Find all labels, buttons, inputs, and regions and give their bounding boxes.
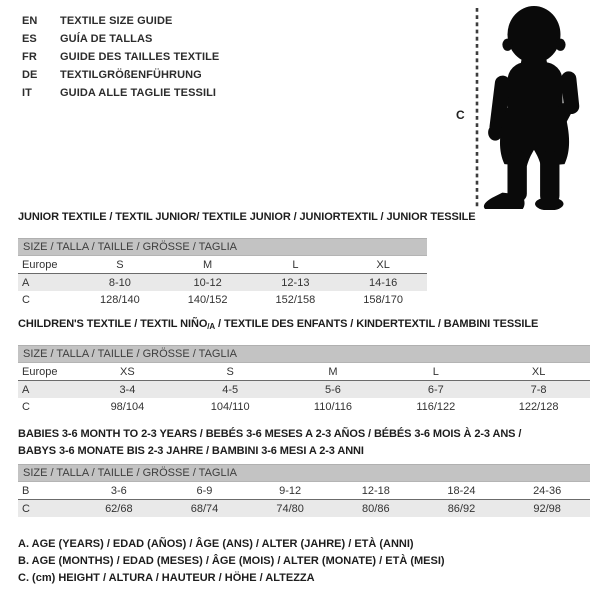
cell: 4-5	[179, 381, 282, 399]
table-row	[18, 274, 427, 292]
language-code: ES	[22, 33, 37, 45]
language-label: GUIDE DES TAILLES TEXTILE	[60, 51, 220, 63]
table-band-row	[18, 465, 590, 482]
table-row	[18, 482, 590, 500]
language-label: TEXTILE SIZE GUIDE	[60, 15, 173, 27]
cell: 24-36	[504, 482, 590, 500]
footnote-c: C. (cm) HEIGHT / ALTURA / HAUTEUR / HÖHE / ALTEZZA	[18, 572, 315, 584]
language-row	[22, 84, 219, 102]
footnotes	[18, 536, 445, 587]
cell: 116/122	[416, 400, 456, 413]
size-col: L	[252, 256, 340, 274]
toddler-silhouette-icon	[482, 4, 588, 210]
size-band-label: SIZE / TALLA / TAILLE / GRÖSSE / TAGLIA	[18, 465, 590, 482]
cell: 6-7	[384, 381, 487, 399]
children-title-part: / TEXTILE DES ENFANTS / KINDERTEXTIL / BAMBINI TESSILE	[215, 318, 539, 330]
size-band-label: SIZE / TALLA / TAILLE / GRÖSSE / TAGLIA	[18, 239, 427, 256]
language-label: GUIDA ALLE TAGLIE TESSILI	[60, 87, 217, 99]
cell: 10-12	[164, 274, 252, 292]
cell: 122/128	[518, 400, 559, 413]
row-label: C	[18, 500, 76, 518]
row-label: C	[22, 400, 30, 413]
row-label: B	[18, 482, 76, 500]
cell: 104/110	[210, 400, 250, 413]
size-col: M	[164, 256, 252, 274]
size-col: M	[282, 363, 385, 381]
size-col: XL	[487, 363, 590, 381]
table-row	[18, 381, 590, 399]
junior-section-title: JUNIOR TEXTILE / TEXTIL JUNIOR/ TEXTILE JUNIOR / JUNIORTEXTIL / JUNIOR TESSILE	[18, 211, 476, 223]
size-col: XS	[76, 363, 179, 381]
language-code: EN	[22, 15, 38, 27]
cell: 74/80	[247, 500, 333, 518]
size-col: XL	[339, 256, 427, 274]
cell: 92/98	[504, 500, 590, 518]
table-header-row	[18, 256, 427, 274]
cell: 86/92	[419, 500, 505, 518]
junior-size-table	[18, 238, 427, 308]
table-row	[18, 398, 590, 415]
cell: 3-6	[76, 482, 162, 500]
cell: 98/104	[110, 400, 145, 413]
language-row	[22, 66, 219, 84]
language-code: DE	[22, 69, 38, 81]
cell: 14-16	[339, 274, 427, 292]
region-label: Europe	[18, 363, 76, 381]
cell: 62/68	[76, 500, 162, 518]
children-title-subscript: /A	[207, 322, 216, 331]
cell: 140/152	[187, 293, 228, 306]
children-size-table	[18, 345, 590, 415]
cell: 152/158	[275, 293, 316, 306]
table-row	[18, 500, 590, 518]
language-label: TEXTILGRÖßENFÜHRUNG	[60, 69, 202, 81]
row-label: A	[18, 381, 76, 399]
size-col: S	[179, 363, 282, 381]
cell: 18-24	[419, 482, 505, 500]
children-title-part: CHILDREN'S TEXTILE / TEXTIL NIÑO	[18, 318, 208, 330]
babies-section-title	[18, 426, 521, 460]
cell: 12-18	[333, 482, 419, 500]
cell: 12-13	[252, 274, 340, 292]
size-col: S	[76, 256, 164, 274]
cell: 68/74	[162, 500, 248, 518]
language-code: IT	[22, 87, 32, 99]
children-section-title	[18, 318, 538, 331]
footnote-a: A. AGE (YEARS) / EDAD (AÑOS) / ÂGE (ANS) / ALTER (JAHRE) / ETÀ (ANNI)	[18, 538, 414, 550]
row-label: A	[18, 274, 76, 292]
table-header-row	[18, 363, 590, 381]
language-row	[22, 48, 219, 66]
cell: 8-10	[76, 274, 164, 292]
language-label: GUÍA DE TALLAS	[60, 33, 153, 45]
language-row	[22, 30, 219, 48]
footnote-b: B. AGE (MONTHS) / EDAD (MESES) / ÂGE (MOIS) / ALTER (MONATE) / ETÀ (MESI)	[18, 555, 445, 567]
cell: 6-9	[162, 482, 248, 500]
cell: 3-4	[76, 381, 179, 399]
babies-size-table	[18, 464, 590, 517]
babies-title-line1: BABIES 3-6 MONTH TO 2-3 YEARS / BEBÉS 3-6 MESES A 2-3 AÑOS / BÉBÉS 3-6 MOIS À 2-3 ANS /	[18, 428, 522, 440]
cell: 7-8	[487, 381, 590, 399]
table-row	[18, 291, 427, 308]
language-row	[22, 12, 219, 30]
cell: 158/170	[363, 293, 403, 306]
size-col: L	[384, 363, 487, 381]
cell: 128/140	[99, 293, 140, 306]
cell: 5-6	[282, 381, 385, 399]
cell: 80/86	[333, 500, 419, 518]
language-code: FR	[22, 51, 37, 63]
table-band-row	[18, 239, 427, 256]
region-label: Europe	[18, 256, 76, 274]
size-band-label: SIZE / TALLA / TAILLE / GRÖSSE / TAGLIA	[18, 346, 590, 363]
babies-title-line2: BABYS 3-6 MONATE BIS 2-3 JAHRE / BAMBINI 3-6 MESI A 2-3 ANNI	[18, 445, 364, 457]
row-label: C	[22, 293, 30, 306]
cell: 110/116	[313, 400, 353, 413]
table-band-row	[18, 346, 590, 363]
language-list	[22, 12, 219, 102]
height-measure-line	[473, 8, 481, 208]
cell: 9-12	[247, 482, 333, 500]
height-measure-label: C	[456, 108, 465, 122]
